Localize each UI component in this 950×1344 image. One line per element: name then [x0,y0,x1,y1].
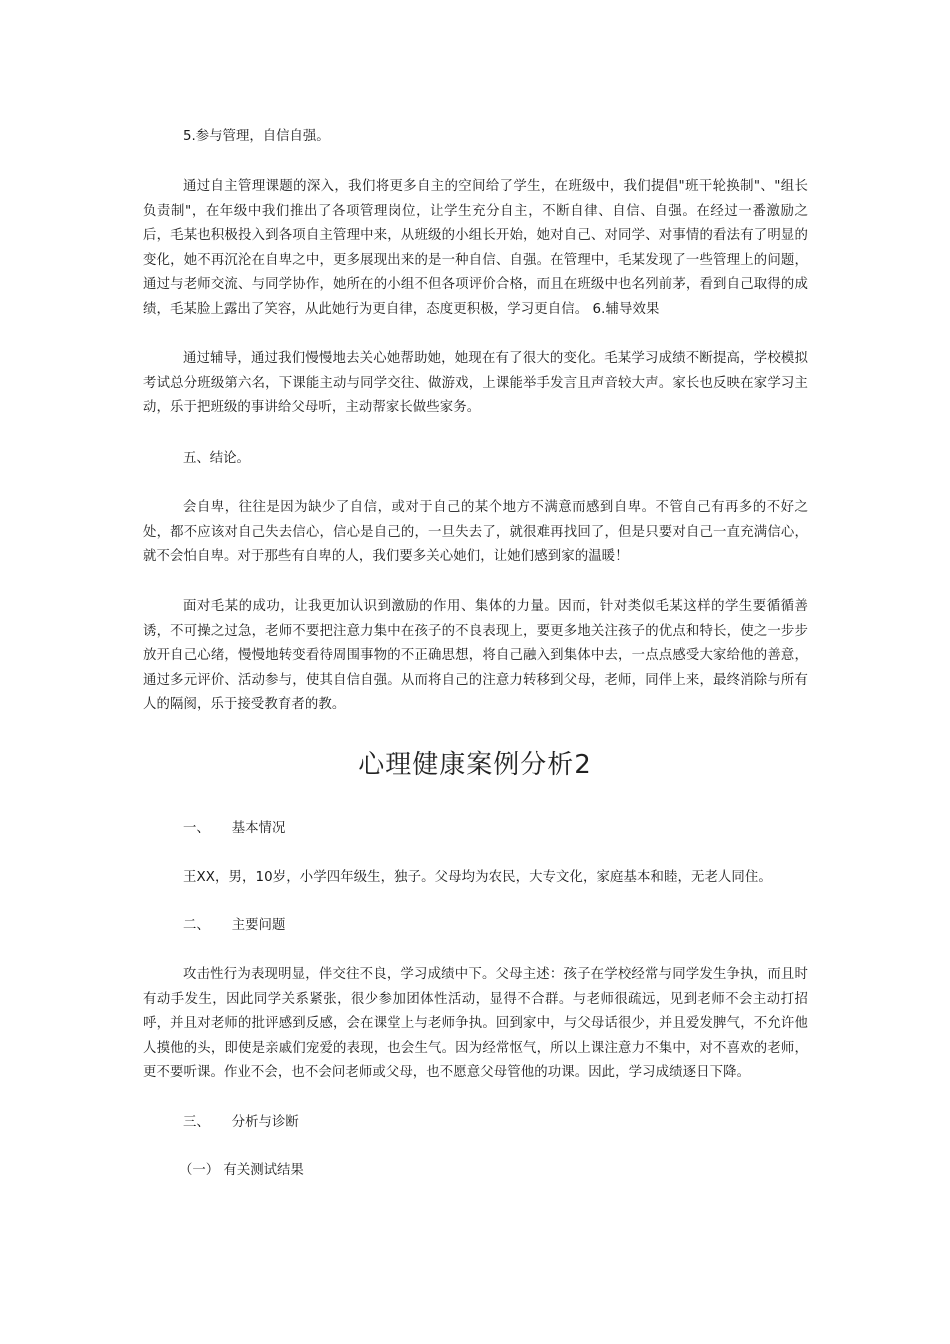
section-number: 二、 [183,918,210,933]
section-number: 三、 [183,1115,210,1130]
section-heading-problems [143,914,808,939]
paragraph-counseling-effect: 通过辅导，通过我们慢慢地去关心她帮助她，她现在有了很大的变化。毛某学习成绩不断提高，学校模拟考试总分班级第六名，下课能主动与同学交往、做游戏，上课能举手发言且声音较大声。家长也反映在家学习主动，乐于把班级的事讲给父母听，主动帮家长做些家务。 [143,351,808,415]
section-heading-conclusion: 五、结论。 [183,451,250,466]
subsection-heading-test-results: （一） 有关测试结果 [179,1163,304,1178]
section-number: 一、 [183,821,210,836]
section-heading-analysis [143,1111,808,1136]
section-heading-basic [143,817,808,842]
section-title: 主要问题 [231,918,286,933]
document-title: 心理健康案例分析2 [358,750,592,780]
paragraph-self-management: 通过自主管理课题的深入，我们将更多自主的空间给了学生，在班级中，我们提倡"班干轮换制"、"组长负责制"，在年级中我们推出了各项管理岗位，让学生充分自主，不断自律、自信、自强。在经过一番激励之后，毛某也积极投入到各项自主管理中来，从班级的小组长开始，她对自己、对同学、对事情的看法有了明显的变化，她不再沉沦在自卑之中，更多展现出来的是一种自信、自强。在管理中，毛某发现了一些管理上的问题，通过与老师交流、与同学协作，她所在的小组不但各项评价合格，而且在班级中也名列前茅，看到自己取得的成绩，毛某脸上露出了笑容，从此她行为更自律，态度更积极，学习更自信。 6.辅导效果 [143,179,808,317]
section-title: 基本情况 [231,821,286,836]
paragraph-conclusion-1: 会自卑，往往是因为缺少了自信，或对于自己的某个地方不满意而感到自卑。不管自己有再多的不好之处，都不应该对自己失去信心，信心是自己的，一旦失去了，就很难再找回了，但是只要对自己一直充满信心，就不会怕自卑。对于那些有自卑的人，我们要多关心她们，让她们感到家的温暖！ [143,500,808,564]
paragraph-main-problems: 攻击性行为表现明显，伴交往不良，学习成绩中下。父母主述：孩子在学校经常与同学发生争执，而且时有动手发生，因此同学关系紧张，很少参加团体性活动，显得不合群。与老师很疏远，见到老师不会主动打招呼，并且对老师的批评感到反感，会在课堂上与老师争执。回到家中，与父母话很少，并且爱发脾气，不允许他人摸他的头，即使是亲戚们宠爱的表现，也会生气。因为经常怄气，所以上课注意力不集中，对不喜欢的老师，更不要听课。作业不会，也不会问老师或父母，也不愿意父母管他的功课。因此，学习成绩逐日下降。 [143,967,808,1080]
section-heading-participation: 5.参与管理，自信自强。 [183,129,330,144]
section-title: 分析与诊断 [231,1115,299,1130]
paragraph-conclusion-2: 面对毛某的成功，让我更加认识到激励的作用、集体的力量。因而，针对类似毛某这样的学生要循循善诱，不可操之过急，老师不要把注意力集中在孩子的不良表现上，要更多地关注孩子的优点和特长，使之一步步放开自己心绪，慢慢地转变看待周围事物的不正确思想，将自己融入到集体中去，一点点感受大家给他的善意，通过多元评价、活动参与，使其自信自强。从而将自己的注意力转移到父母，老师，同伴上来，最终消除与所有人的隔阂，乐于接受教育者的教。 [143,599,808,712]
paragraph-basic-info: 王XX，男，10岁，小学四年级生，独子。父母均为农民，大专文化，家庭基本和睦，无老人同住。 [183,870,772,885]
